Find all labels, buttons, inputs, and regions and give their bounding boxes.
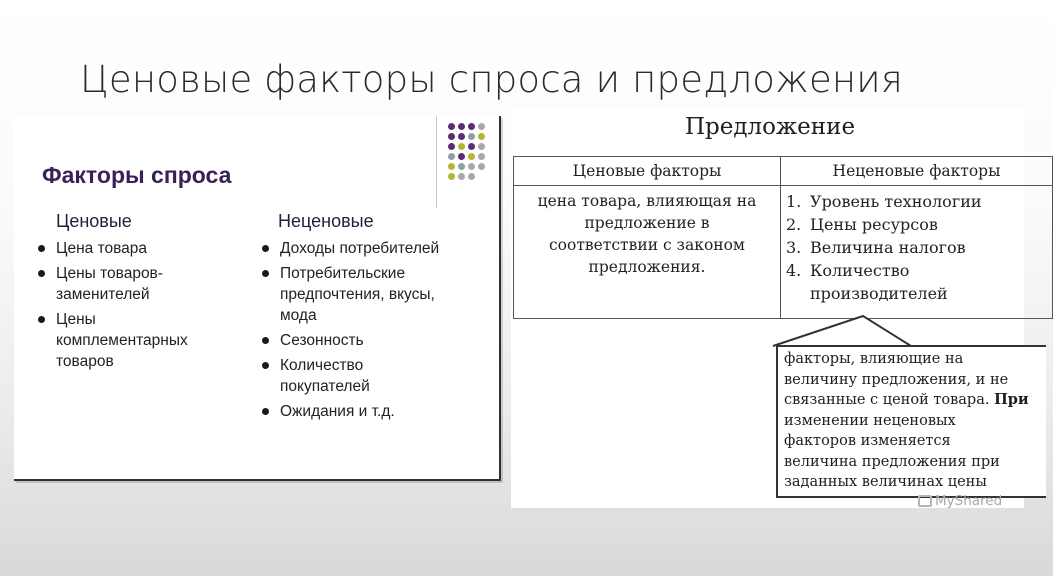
- watermark-logo-icon: [918, 495, 932, 507]
- decorative-dot: [478, 163, 485, 170]
- decorative-dot: [458, 163, 465, 170]
- demand-price-heading: Ценовые: [56, 211, 132, 231]
- decorative-dot: [458, 123, 465, 130]
- demand-nonprice-list: [260, 238, 490, 426]
- list-item: Доходы потребителей: [260, 238, 490, 259]
- decorative-dot: [448, 123, 455, 130]
- supply-factors-panel: [511, 108, 1029, 508]
- supply-col-nonprice: Неценовые факторы: [781, 157, 1053, 186]
- bullet-icon: [262, 362, 269, 369]
- decorative-dot: [458, 133, 465, 140]
- decorative-dot: [448, 133, 455, 140]
- bullet-icon: [262, 245, 269, 252]
- list-item: 4. Количество: [786, 261, 910, 280]
- decorative-dot: [448, 143, 455, 150]
- list-item: 3. Величина налогов: [786, 238, 966, 257]
- list-item: 1. Уровень технологии: [786, 192, 982, 211]
- decorative-dot: [478, 133, 485, 140]
- list-item: Количество покупателей: [260, 355, 490, 397]
- decorative-dot: [478, 123, 485, 130]
- decorative-dot: [448, 163, 455, 170]
- slide-title: Ценовые факторы спроса и предложения: [80, 58, 903, 101]
- list-item: производителей: [810, 284, 948, 303]
- supply-price-cell: цена товара, влияющая на предложение в соответствии с законом предложения.: [514, 186, 781, 319]
- watermark: MyShared: [918, 493, 1002, 509]
- decorative-dots: [448, 123, 508, 213]
- demand-factors-panel: [14, 116, 501, 481]
- list-item: Потребительские предпочтения, вкусы, мода: [260, 263, 490, 326]
- decorative-dot: [468, 153, 475, 160]
- demand-heading: Факторы спроса: [42, 162, 232, 188]
- list-item: Сезонность: [260, 330, 490, 351]
- demand-price-list: [36, 238, 236, 376]
- bullet-icon: [262, 270, 269, 277]
- list-item: Цены товаров- заменителей: [36, 263, 236, 305]
- decorative-dot: [458, 143, 465, 150]
- bullet-icon: [262, 337, 269, 344]
- list-item: Ожидания и т.д.: [260, 401, 490, 422]
- decorative-dot: [448, 173, 455, 180]
- decorative-dot: [468, 143, 475, 150]
- decorative-dot: [468, 173, 475, 180]
- callout-pointer: [773, 316, 913, 346]
- supply-title: Предложение: [685, 114, 856, 140]
- callout-box: факторы, влияющие на величину предложения, и не связанные с ценой товара. При изменении неценовых факторов изменяется величина предложения при заданных величинах цены: [776, 345, 1046, 498]
- decorative-dot: [478, 143, 485, 150]
- demand-nonprice-heading: Неценовые: [278, 211, 374, 231]
- bullet-icon: [38, 316, 45, 323]
- list-item: Цены комплементарных товаров: [36, 309, 236, 372]
- supply-table: [513, 156, 1053, 319]
- decorative-dot: [468, 123, 475, 130]
- decorative-dot: [468, 163, 475, 170]
- supply-col-price: Ценовые факторы: [514, 157, 781, 186]
- decorative-divider: [436, 116, 437, 208]
- bullet-icon: [38, 270, 45, 277]
- list-item: 2. Цены ресурсов: [786, 215, 938, 234]
- bullet-icon: [262, 408, 269, 415]
- table-row: [514, 186, 1053, 319]
- supply-nonprice-cell: [781, 186, 1053, 319]
- bullet-icon: [38, 245, 45, 252]
- decorative-dot: [478, 153, 485, 160]
- decorative-dot: [458, 153, 465, 160]
- decorative-dot: [458, 173, 465, 180]
- list-item: Цена товара: [36, 238, 236, 259]
- supply-nonprice-list: [781, 190, 1052, 305]
- decorative-dot: [448, 153, 455, 160]
- decorative-dot: [468, 133, 475, 140]
- table-header-row: [514, 157, 1053, 186]
